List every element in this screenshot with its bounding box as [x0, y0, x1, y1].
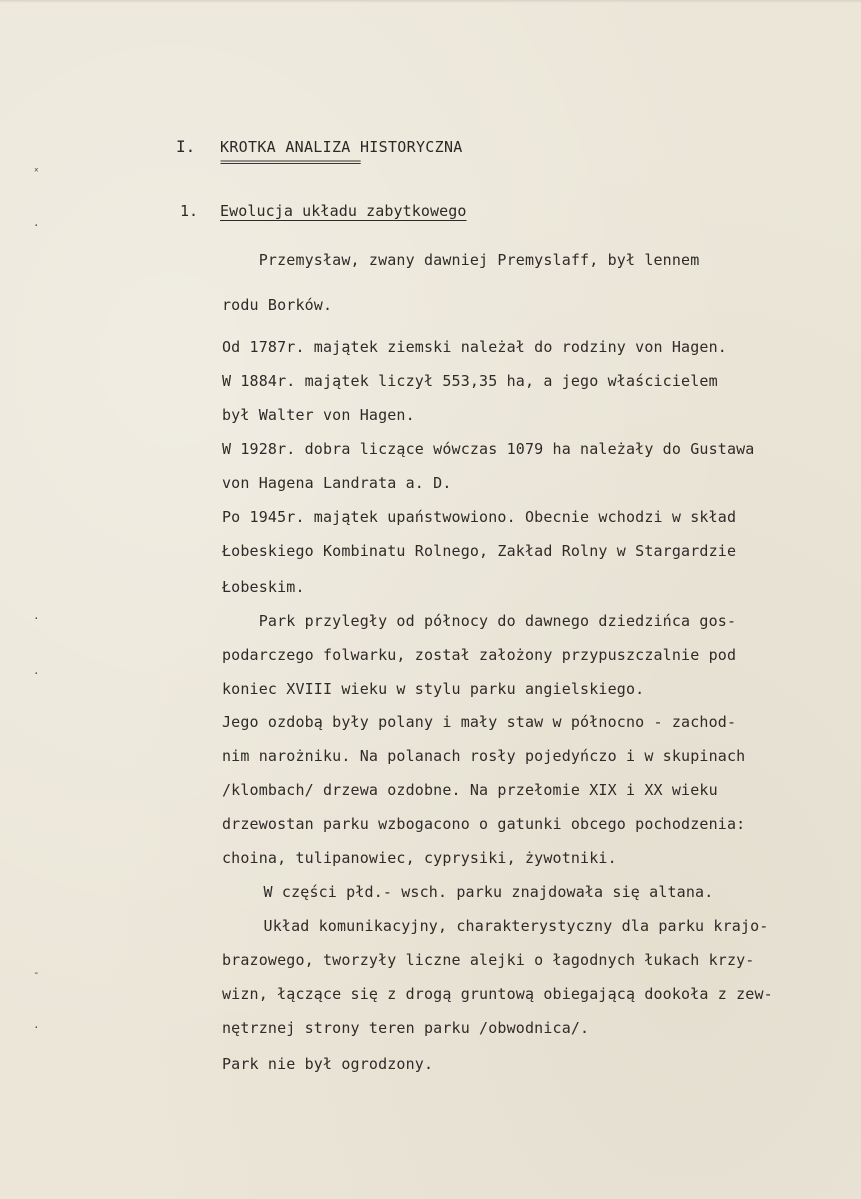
page-top-edge — [0, 0, 861, 3]
margin-speck: · — [33, 667, 40, 680]
body-line: Układ komunikacyjny, charakterystyczny dla parku krajo- — [236, 917, 769, 935]
heading-number: I. — [176, 137, 196, 156]
section-number: 1. — [180, 202, 199, 220]
body-line: Jego ozdobą były polany i mały staw w północno - zachod- — [222, 713, 737, 731]
margin-speck: · — [33, 219, 40, 232]
body-line: Łobeskiego Kombinatu Rolnego, Zakład Rolny w Stargardzie — [222, 542, 737, 560]
margin-speck: - — [33, 966, 40, 979]
body-line: Łobeskim. — [222, 578, 305, 596]
body-line: /klombach/ drzewa ozdobne. Na przełomie XIX i XX wieku — [222, 781, 718, 799]
body-line: wizn, łączące się z drogą gruntową obiegającą dookoła z zew- — [222, 985, 773, 1003]
body-line: nim narożniku. Na polanach rosły pojedyńczo i w skupinach — [222, 747, 746, 765]
body-line: Po 1945r. majątek upaństwowiono. Obecnie wchodzi w skład — [222, 508, 737, 526]
body-line: drzewostan parku wzbogacono o gatunki obcego pochodzenia: — [222, 815, 746, 833]
body-line: nętrznej strony teren parku /obwodnica/. — [222, 1019, 590, 1037]
body-line: W części płd.- wsch. parku znajdowała się altana. — [236, 883, 714, 901]
body-line: podarczego folwarku, został założony przypuszczalnie pod — [222, 646, 737, 664]
body-line: Park przyległy od północy do dawnego dziedzińca gos- — [222, 612, 737, 630]
body-line: koniec XVIII wieku w stylu parku angielskiego. — [222, 680, 645, 698]
margin-speck: · — [33, 1021, 40, 1034]
body-line: brazowego, tworzyły liczne alejki o łagodnych łukach krzy- — [222, 951, 755, 969]
body-line: von Hagena Landrata a. D. — [222, 474, 452, 492]
body-line: Od 1787r. majątek ziemski należał do rodziny von Hagen. — [222, 338, 727, 356]
body-line: W 1884r. majątek liczył 553,35 ha, a jego właścicielem — [222, 372, 718, 390]
heading-title: KROTKA ANALIZA HISTORYCZNA — [220, 138, 463, 156]
body-line: choina, tulipanowiec, cyprysiki, żywotniki. — [222, 849, 617, 867]
heading-underline-rule: ======================== — [220, 155, 360, 169]
section-title: Ewolucja układu zabytkowego — [220, 202, 467, 220]
body-line: rodu Borków. — [222, 296, 333, 314]
margin-speck: · — [33, 612, 40, 625]
body-line: był Walter von Hagen. — [222, 406, 415, 424]
body-line: W 1928r. dobra liczące wówczas 1079 ha należały do Gustawa — [222, 440, 755, 458]
body-line: Park nie był ogrodzony. — [222, 1055, 434, 1073]
margin-speck: ˣ — [33, 165, 40, 178]
body-line: Przemysław, zwany dawniej Premyslaff, był lennem — [222, 251, 700, 269]
